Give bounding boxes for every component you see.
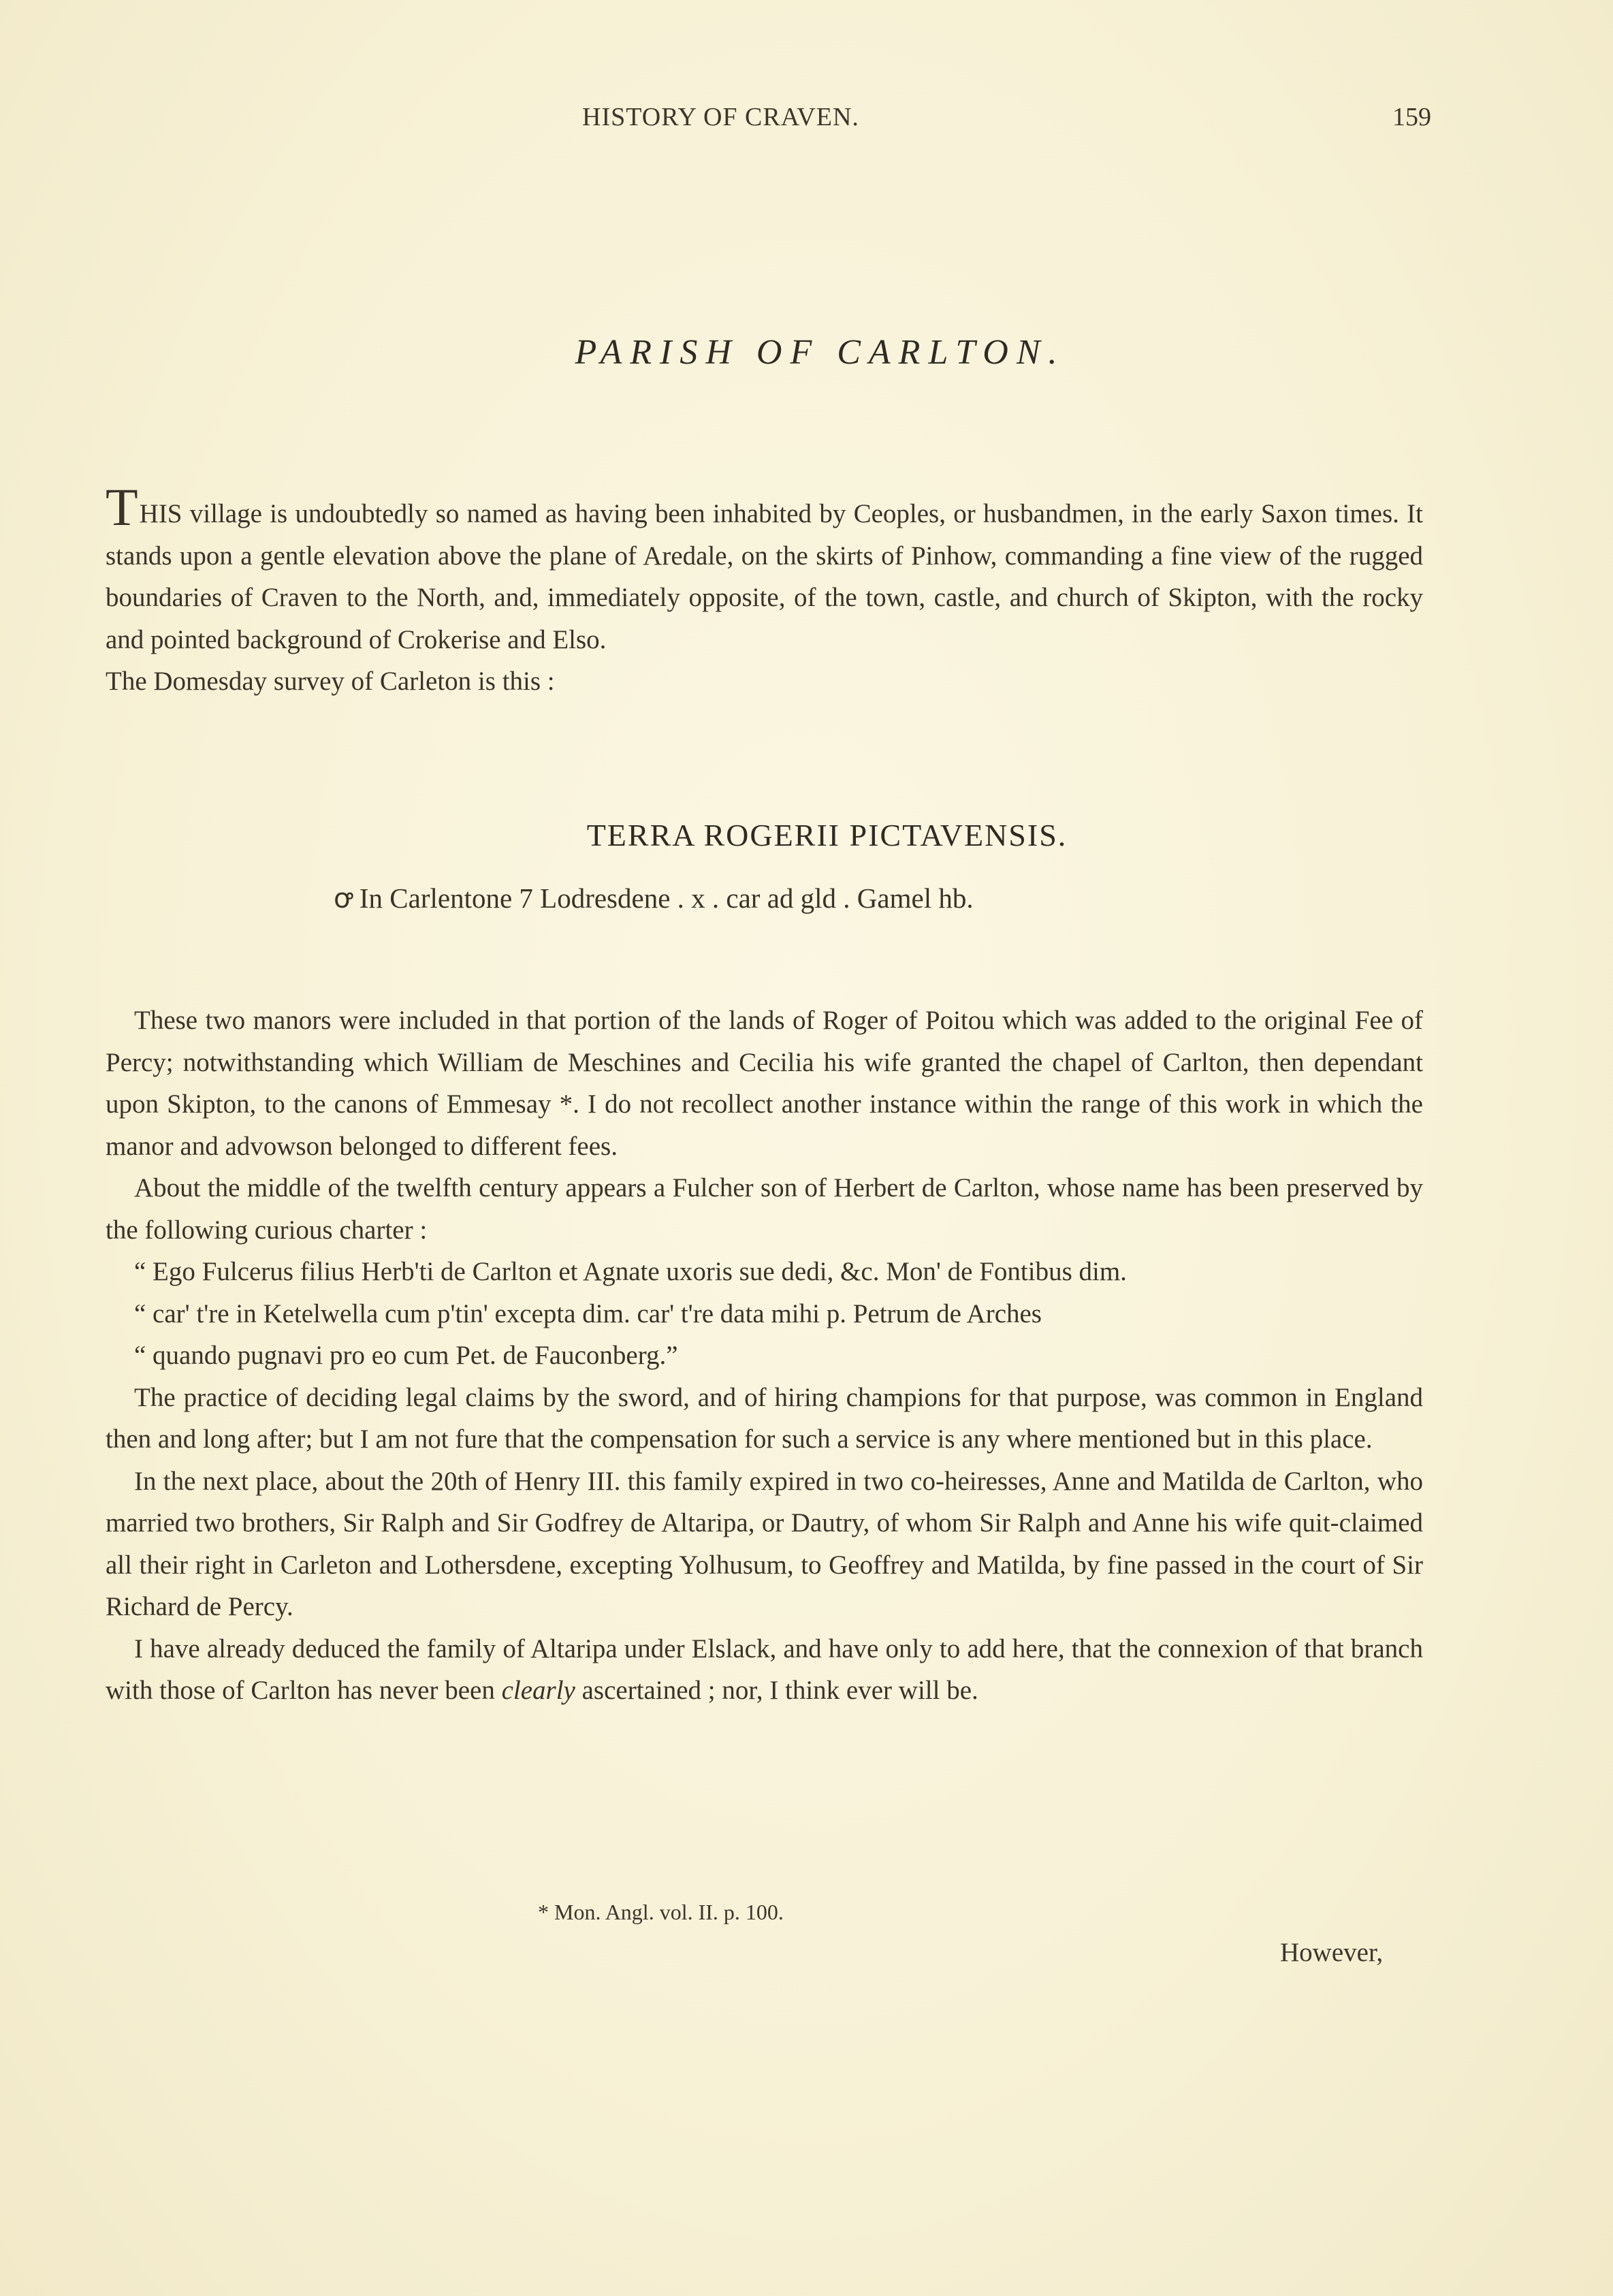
- altaripa-italic: clearly: [501, 1676, 575, 1705]
- intro-section: [106, 477, 1423, 703]
- page-number: 159: [1392, 103, 1431, 131]
- altaripa-text-b: ascertained ; nor, I think ever will be.: [575, 1676, 978, 1705]
- altaripa-text-a: I have already deduced the family of Altaripa under Elslack, and have only to add here, that the connexion of that branch with those of Carlton has never been: [106, 1633, 1423, 1705]
- main-section: [106, 1000, 1423, 1712]
- charter-line-2: “ car' t're in Ketelwella cum p'tin' excepta dim. car' t're data mihi p. Petrum de Arches: [134, 1298, 1042, 1328]
- charter-line-3: “ quando pugnavi pro eo cum Pet. de Fauconberg.”: [134, 1341, 678, 1370]
- domesday-entry: ꝍ In Carlentone 7 Lodresdene . x . car ad gld . Gamel hb.: [334, 882, 974, 914]
- paragraph-manors: These two manors were included in that portion of the lands of Roger of Poitou which was added to the original Fee of Percy; notwithstanding which William de Meschines and Cecilia his wife granted the chapel of Carlton, then dependant upon Skipton, to the canons of Emmesay *. I do not recollect another instance within the range of this work in which the manor and advowson belonged to different fees.: [106, 1006, 1423, 1161]
- paragraph-champions: The practice of deciding legal claims by the sword, and of hiring champions for that purpose, was common in England then and long after; but I am not fure that the compensation for such a service is any where mentioned but in this place.: [106, 1382, 1423, 1454]
- footnote: * Mon. Angl. vol. II. p. 100.: [538, 1900, 784, 1924]
- running-head: HISTORY OF CRAVEN.: [582, 103, 859, 131]
- intro-text: HIS village is undoubtedly so named as having been inhabited by Ceoples, or husbandmen, in the early Saxon times. It stands upon a gentle elevation above the plane of Aredale, on the skirts of Pinhow, commanding a fine view of the rugged boundaries of Craven to the North, and, immediately opposite, of the town, castle, and church of Skipton, with the rocky and pointed background of Crokerise and Elso.: [106, 499, 1423, 654]
- intro-paragraph: [106, 477, 1423, 660]
- domesday-intro: The Domesday survey of Carleton is this :: [106, 667, 555, 696]
- paragraph-altaripa: [106, 1628, 1423, 1712]
- catchword: However,: [1280, 1938, 1384, 1967]
- parish-title: PARISH OF CARLTON.: [575, 333, 1066, 372]
- paragraph-fulcher: About the middle of the twelfth century appears a Fulcher son of Herbert de Carlton, whose name has been preserved by the following curious charter :: [106, 1173, 1423, 1245]
- domesday-heading: TERRA ROGERII PICTAVENSIS.: [586, 818, 1068, 852]
- charter-line-1: “ Ego Fulcerus filius Herb'ti de Carlton et Agnate uxoris sue dedi, &c. Mon' de Fontibus dim.: [134, 1257, 1127, 1286]
- drop-cap: T: [106, 477, 138, 537]
- paragraph-coheiresses: In the next place, about the 20th of Henry III. this family expired in two co-heiresses, Anne and Matilda de Carlton, who married two brothers, Sir Ralph and Sir Godfrey de Altaripa, or Dautry, of whom Sir Ralph and Anne his wife quit-claimed all their right in Carleton and Lothersdene, excepting Yolhusum, to Geoffrey and Matilda, by fine passed in the court of Sir Richard de Percy.: [106, 1466, 1423, 1621]
